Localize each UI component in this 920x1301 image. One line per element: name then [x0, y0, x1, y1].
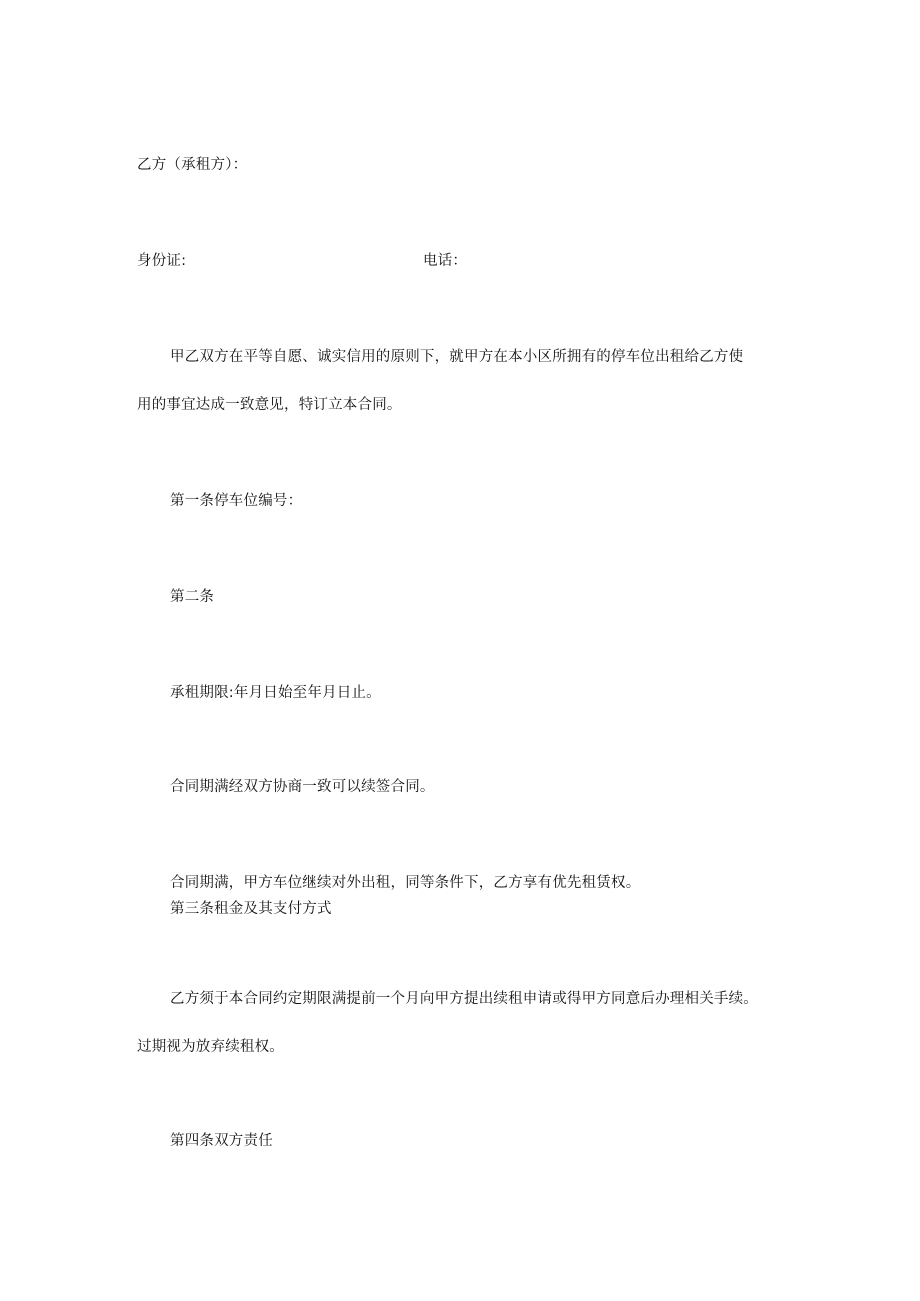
intro-paragraph-line-2: 用的事宜达成一致意见，特订立本合同。: [137, 397, 402, 413]
article-3-title: 第三条租金及其支付方式: [170, 901, 332, 917]
article-3-paragraph-line-1: 乙方须于本合同约定期限满提前一个月向甲方提出续租申请或得甲方同意后办理相关手续。: [170, 991, 758, 1007]
party-b-label: 乙方（承租方）：: [137, 157, 248, 173]
article-4-title: 第四条双方责任: [170, 1133, 273, 1149]
article-2-title: 第二条: [170, 589, 215, 605]
article-2-renewal: 合同期满经双方协商一致可以续签合同。: [170, 779, 435, 795]
article-2-lease-term: 承租期限:年月日始至年月日止。: [170, 685, 381, 701]
intro-paragraph-line-1: 甲乙双方在平等自愿、诚实信用的原则下，就甲方在本小区所拥有的停车位出租给乙方使: [170, 349, 744, 365]
id-card-label: 身份证:: [137, 253, 187, 269]
article-2-priority-lease: 合同期满，甲方车位继续对外出租，同等条件下，乙方享有优先租赁权。: [170, 875, 641, 891]
phone-label: 电话：: [423, 253, 468, 269]
article-3-paragraph-line-2: 过期视为放弃续租权。: [137, 1039, 284, 1055]
article-1-parking-number: 第一条停车位编号：: [170, 493, 303, 509]
